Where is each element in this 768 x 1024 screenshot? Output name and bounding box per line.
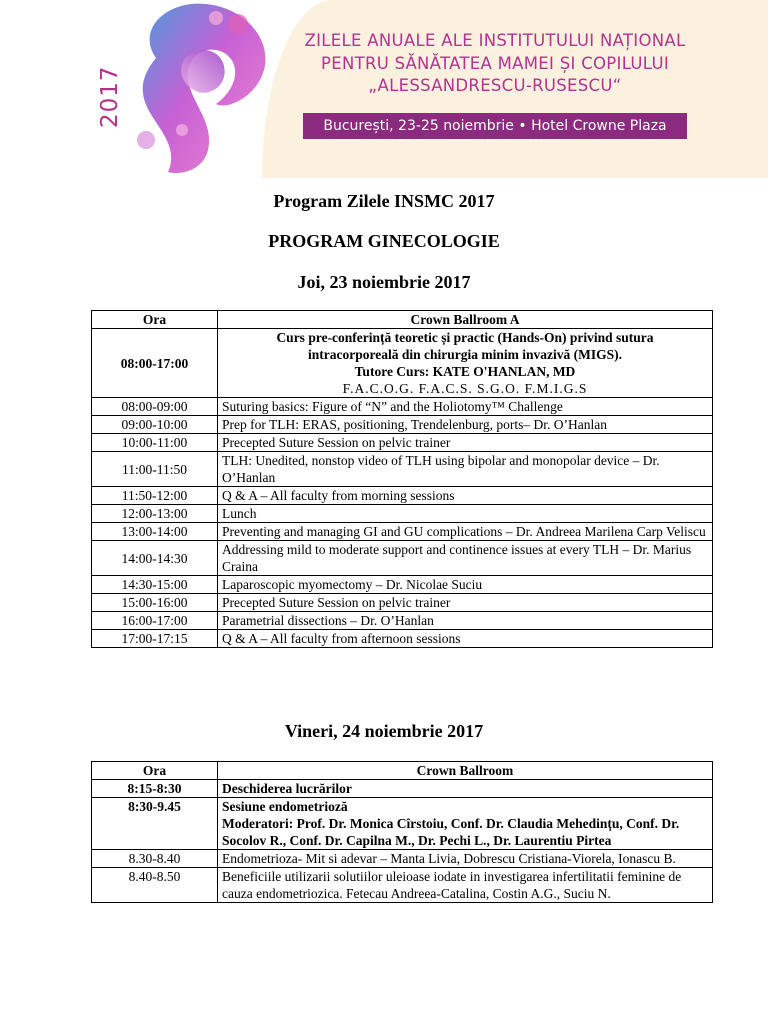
- table-row: [92, 523, 713, 541]
- header-banner: [0, 0, 768, 178]
- row-time: 16:00-17:00: [92, 612, 218, 630]
- session-moderators: Moderatori: Prof. Dr. Monica Cîrstoiu, Conf. Dr. Claudia Mehedințu, Conf. Dr. Socolov R., Conf. Dr. Capilna M., Dr. Pechi L., Dr. Laurentiu Pirtea: [222, 816, 680, 848]
- course-description: [218, 329, 713, 398]
- day2-heading: Vineri, 24 noiembrie 2017: [284, 721, 484, 741]
- table-header-row: [92, 762, 713, 780]
- banner-date-location: București, 23-25 noiembrie • Hotel Crowne Plaza: [303, 113, 687, 139]
- table-row: [92, 594, 713, 612]
- row-time: 08:00-09:00: [92, 398, 218, 416]
- table-row: [92, 416, 713, 434]
- table-row: [92, 850, 713, 868]
- session-row: [92, 798, 713, 850]
- row-text: Beneficiile utilizarii solutiilor uleioase iodate in investigarea infertilitatii feminine de cauza endometriozica. Fetecau Andreea-Catalina, Costin A.G., Suciu N.: [218, 868, 713, 903]
- row-text: Parametrial dissections – Dr. O’Hanlan: [218, 612, 713, 630]
- course-time: 08:00-17:00: [92, 329, 218, 398]
- course-tutor: Tutore Curs: KATE O'HANLAN, MD: [354, 364, 576, 379]
- column-header-room: Crown Ballroom A: [218, 311, 713, 329]
- row-text: Suturing basics: Figure of “N” and the Holiotomy™ Challenge: [218, 398, 713, 416]
- row-text: Q & A – All faculty from afternoon sessions: [218, 630, 713, 648]
- table-row: [92, 868, 713, 903]
- column-header-room: Crown Ballroom: [218, 762, 713, 780]
- mother-child-illustration-icon: [96, 0, 296, 176]
- page-title: Program Zilele INSMC 2017: [273, 191, 495, 211]
- course-credentials: F.A.C.O.G. F.A.C.S. S.G.O. F.M.I.G.S: [342, 381, 588, 396]
- table-row: [92, 452, 713, 487]
- row-time: 8:30-9.45: [92, 798, 218, 850]
- row-time: 8.30-8.40: [92, 850, 218, 868]
- session-title: Sesiune endometrioză: [222, 799, 348, 814]
- table-row: [92, 487, 713, 505]
- day1-schedule-table: [91, 310, 713, 648]
- row-time: 13:00-14:00: [92, 523, 218, 541]
- row-time: 10:00-11:00: [92, 434, 218, 452]
- column-header-time: Ora: [92, 311, 218, 329]
- banner-title-line: „ALESSANDRESCU-RUSESCU“: [368, 76, 622, 95]
- row-time: 11:00-11:50: [92, 452, 218, 487]
- row-text: Deschiderea lucrărilor: [218, 780, 713, 798]
- column-header-time: Ora: [92, 762, 218, 780]
- day1-heading: Joi, 23 noiembrie 2017: [297, 272, 471, 292]
- session-description: [218, 798, 713, 850]
- banner-title-line: PENTRU SĂNĂTATEA MAMEI ȘI COPILULUI: [320, 53, 669, 73]
- course-line: intracorporeală din chirurgia minim invazivă (MIGS).: [308, 347, 622, 362]
- row-time: 15:00-16:00: [92, 594, 218, 612]
- row-time: 8.40-8.50: [92, 868, 218, 903]
- row-time: 8:15-8:30: [92, 780, 218, 798]
- table-row: [92, 576, 713, 594]
- table-header-row: [92, 311, 713, 329]
- course-line: Curs pre-conferință teoretic și practic (Hands-On) privind sutura: [276, 330, 654, 345]
- course-row: [92, 329, 713, 398]
- table-row: [92, 541, 713, 576]
- table-row: [92, 505, 713, 523]
- table-row: [92, 434, 713, 452]
- row-time: 14:00-14:30: [92, 541, 218, 576]
- banner-title-line: ZILELE ANUALE ALE INSTITUTULUI NAȚIONAL: [304, 31, 686, 50]
- row-time: 12:00-13:00: [92, 505, 218, 523]
- row-text: Q & A – All faculty from morning sessions: [218, 487, 713, 505]
- row-text: Lunch: [218, 505, 713, 523]
- table-row: [92, 612, 713, 630]
- banner-title: [292, 30, 698, 98]
- row-time: 11:50-12:00: [92, 487, 218, 505]
- row-text: Endometrioza- Mit si adevar – Manta Livia, Dobrescu Cristiana-Viorela, Ionascu B.: [218, 850, 713, 868]
- row-text: Precepted Suture Session on pelvic trainer: [218, 434, 713, 452]
- opening-row: [92, 780, 713, 798]
- row-text: Prep for TLH: ERAS, positioning, Trendelenburg, ports– Dr. O’Hanlan: [218, 416, 713, 434]
- row-text: Addressing mild to moderate support and continence issues at every TLH – Dr. Marius Craina: [218, 541, 713, 576]
- day2-schedule-table: [91, 761, 713, 903]
- page-subtitle: PROGRAM GINECOLOGIE: [268, 231, 500, 251]
- row-text: Preventing and managing GI and GU complications – Dr. Andreea Marilena Carp Veliscu: [218, 523, 713, 541]
- row-text: Laparoscopic myomectomy – Dr. Nicolae Suciu: [218, 576, 713, 594]
- table-row: [92, 630, 713, 648]
- row-text: TLH: Unedited, nonstop video of TLH using bipolar and monopolar device – Dr. O’Hanlan: [218, 452, 713, 487]
- table-row: [92, 398, 713, 416]
- row-time: 09:00-10:00: [92, 416, 218, 434]
- row-text: Precepted Suture Session on pelvic trainer: [218, 594, 713, 612]
- row-time: 17:00-17:15: [92, 630, 218, 648]
- banner-year: 2017: [97, 65, 123, 128]
- row-time: 14:30-15:00: [92, 576, 218, 594]
